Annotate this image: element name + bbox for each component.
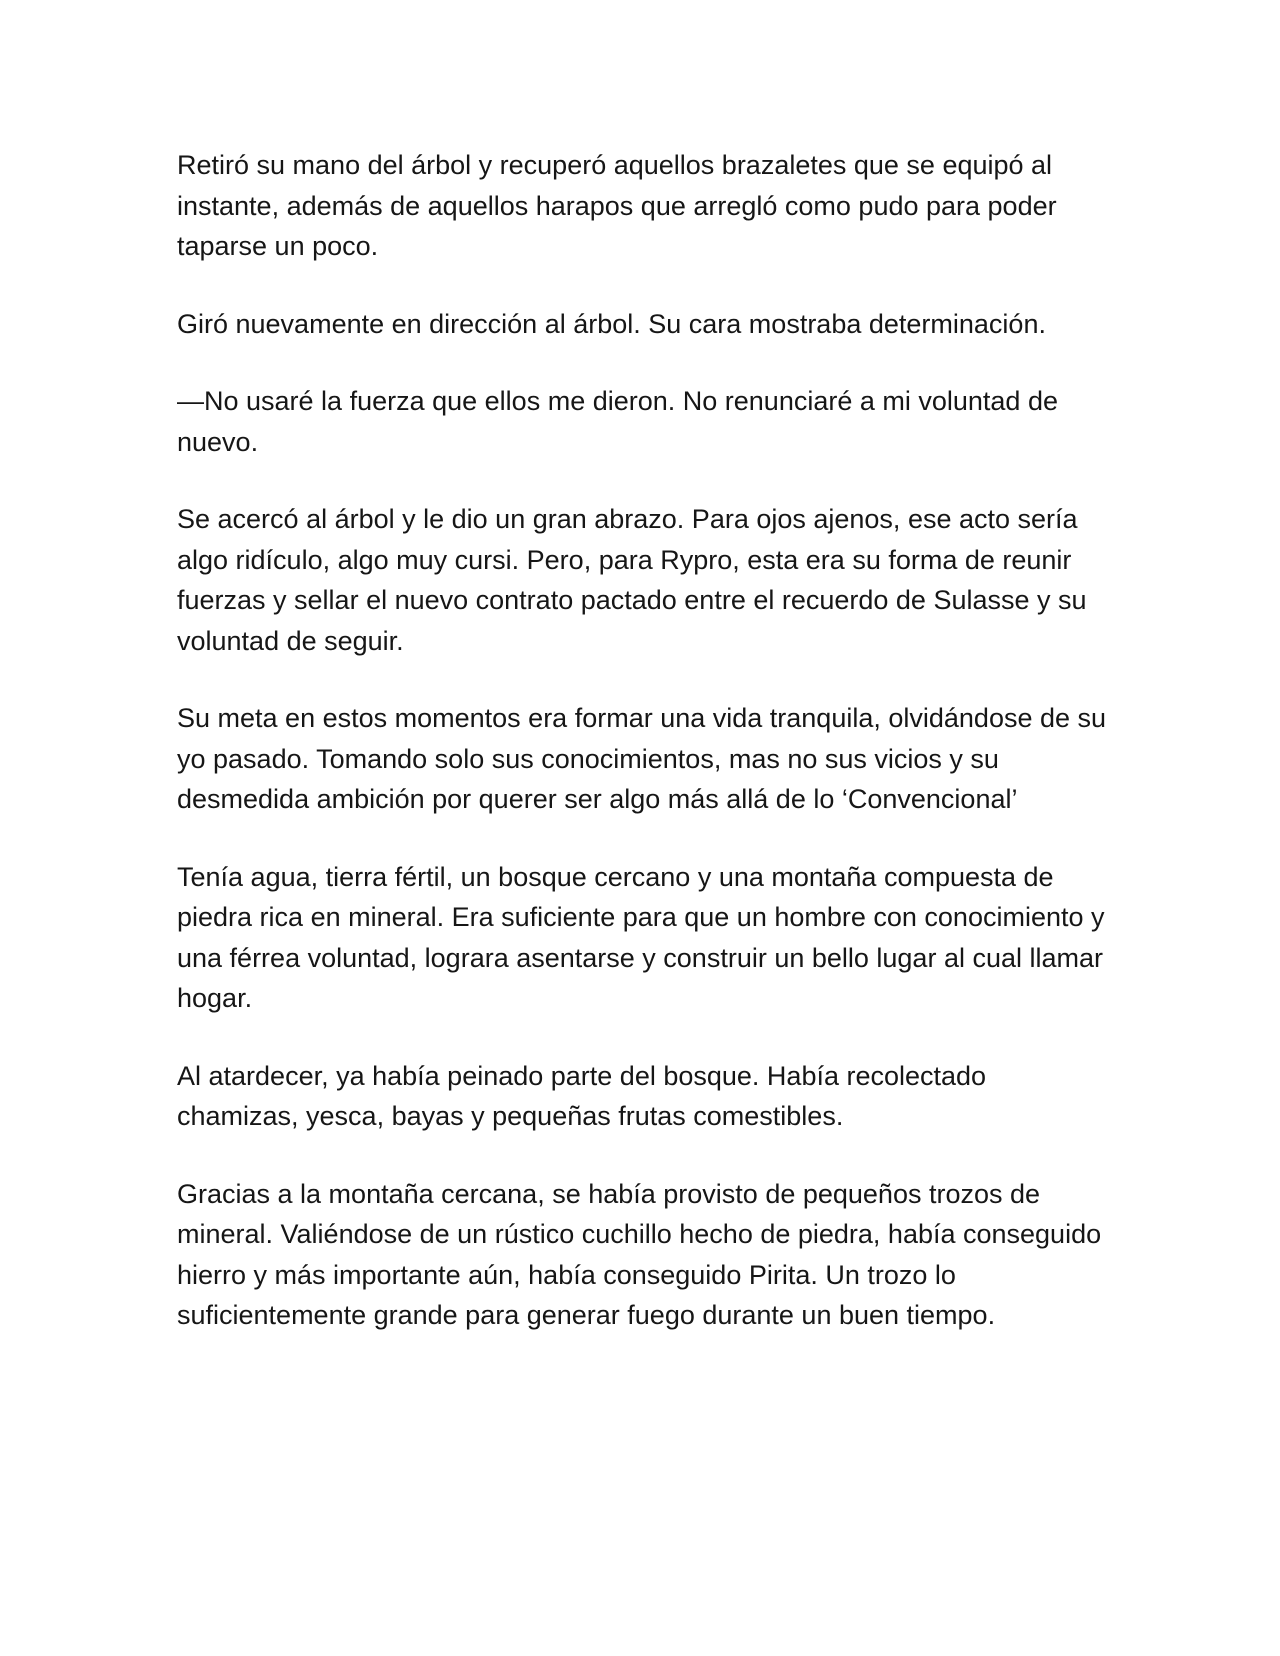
paragraph: Retiró su mano del árbol y recuperó aquellos brazaletes que se equipó al instante, además de aquellos harapos que arregló como pudo para poder taparse un poco. — [177, 150, 1057, 261]
document-body — [177, 145, 1107, 1336]
paragraph: Giró nuevamente en dirección al árbol. Su cara mostraba determinación. — [177, 308, 1046, 339]
paragraph: Se acercó al árbol y le dio un gran abrazo. Para ojos ajenos, ese acto sería algo ridículo, algo muy cursi. Pero, para Rypro, esta era su forma de reunir fuerzas y sellar el nuevo contrato pactado entre el recuerdo de Sulasse y su voluntad de seguir. — [177, 504, 1087, 656]
paragraph: Su meta en estos momentos era formar una vida tranquila, olvidándose de su yo pasado. Tomando solo sus conocimientos, mas no sus vicios y su desmedida ambición por querer ser algo más allá de lo ‘Convencional’ — [177, 703, 1107, 814]
paragraph: Gracias a la montaña cercana, se había provisto de pequeños trozos de mineral. Valiéndose de un rústico cuchillo hecho de piedra, había conseguido hierro y más importante aún, había conseguido Pirita. Un trozo lo suficientemente grande para generar fuego durante un buen tiempo. — [177, 1178, 1102, 1330]
paragraph: Tenía agua, tierra fértil, un bosque cercano y una montaña compuesta de piedra rica en mineral. Era suficiente para que un hombre con conocimiento y una férrea voluntad, lograra asentarse y construir un bello lugar al cual llamar hogar. — [177, 861, 1105, 1013]
paragraph: Al atardecer, ya había peinado parte del bosque. Había recolectado chamizas, yesca, bayas y pequeñas frutas comestibles. — [177, 1060, 987, 1131]
paragraph: —No usaré la fuerza que ellos me dieron. No renunciaré a mi voluntad de nuevo. — [177, 386, 1058, 457]
